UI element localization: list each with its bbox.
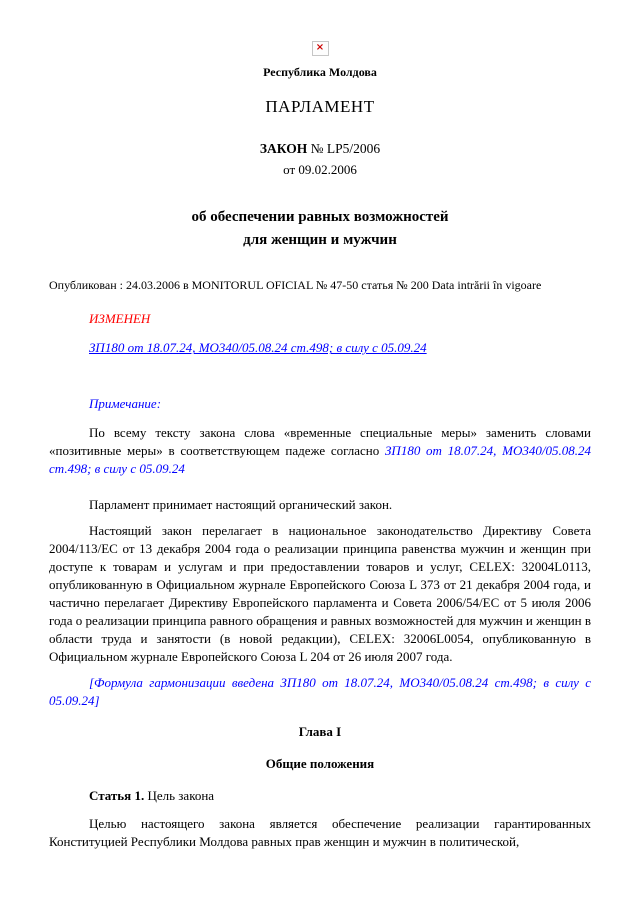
- note-body-text: По всему тексту закона слова «временные специальные меры» заменить словами «позитивные меры» в соответствующем падеже согласно: [49, 425, 591, 459]
- article-1-label: Статья 1.: [89, 788, 145, 804]
- preamble-paragraph: Настоящий закон перелагает в национальное законодательство Директиву Совета 2004/113/ЕС от 13 декабря 2004 года о реализации принципа равенства мужчин и женщин при доступе к товарам и услугам и при предоставлении товаров и услуг, CELEX: 32004L0113, опубликованную в Официальном журнале Европейского Союза L 373 от 21 декабря 2004 года, и частично перелагает Директиву Европейского парламента и Совета 2006/54/ЕС от 5 июля 2006 года о реализации принципа равного обращения и равных возможностей для мужчин и женщин в области труда и занятости (в новой редакции), CELEX: 32006L0054, опубликованную в Официальном журнале Европейского Союза L 204 от 26 июля 2007 года.: [49, 523, 591, 664]
- article-1-title: Цель закона: [147, 788, 215, 804]
- adoption-line: Парламент принимает настоящий органический закон.: [89, 497, 393, 513]
- amendment-link-row: [49, 339, 591, 357]
- law-number-line: [49, 140, 591, 159]
- broken-image-x-glyph: ×: [315, 42, 325, 54]
- harmonization-note: [Формула гармонизации введена ЗП180 от 18.07.24, МО340/05.08.24 ст.498; в силу с 05.09.24]: [49, 674, 591, 708]
- article-1-paragraph: Целью настоящего закона является обеспечение реализации гарантированных Конституцией Республики Молдова равных прав женщин и мужчин в политической,: [49, 816, 591, 850]
- article-1-heading: [49, 787, 591, 805]
- publication-line: Опубликован : 24.03.2006 в MONITORUL OFICIAL № 47-50 статья № 200 Data intrării în vigoare: [49, 278, 542, 292]
- note-paragraph: [49, 424, 591, 478]
- country-name: Республика Молдова: [263, 64, 377, 79]
- note-label: Примечание:: [89, 396, 162, 412]
- document-title: [49, 206, 591, 253]
- note-reference: ЗП180 от 18.07.24, МО340/05.08.24 ст.498; в силу с 05.09.24: [49, 443, 591, 477]
- broken-image-icon: [312, 41, 329, 56]
- law-number: № LP5/2006: [310, 140, 381, 156]
- header-image-row: [49, 38, 591, 56]
- law-label: ЗАКОН: [259, 140, 308, 156]
- document-title-line2: для женщин и мужчин: [243, 231, 397, 248]
- document-title-line1: об обеспечении равных возможностей: [191, 208, 449, 225]
- chapter-title: Общие положения: [265, 756, 375, 772]
- law-date: от 09.02.2006: [283, 161, 357, 177]
- chapter-heading: Глава I: [298, 724, 342, 740]
- amended-status-label: ИЗМЕНЕН: [89, 310, 151, 326]
- amendment-link[interactable]: ЗП180 от 18.07.24, МО340/05.08.24 ст.498; в силу с 05.09.24: [89, 340, 427, 356]
- parliament-title: ПАРЛАМЕНТ: [265, 97, 375, 117]
